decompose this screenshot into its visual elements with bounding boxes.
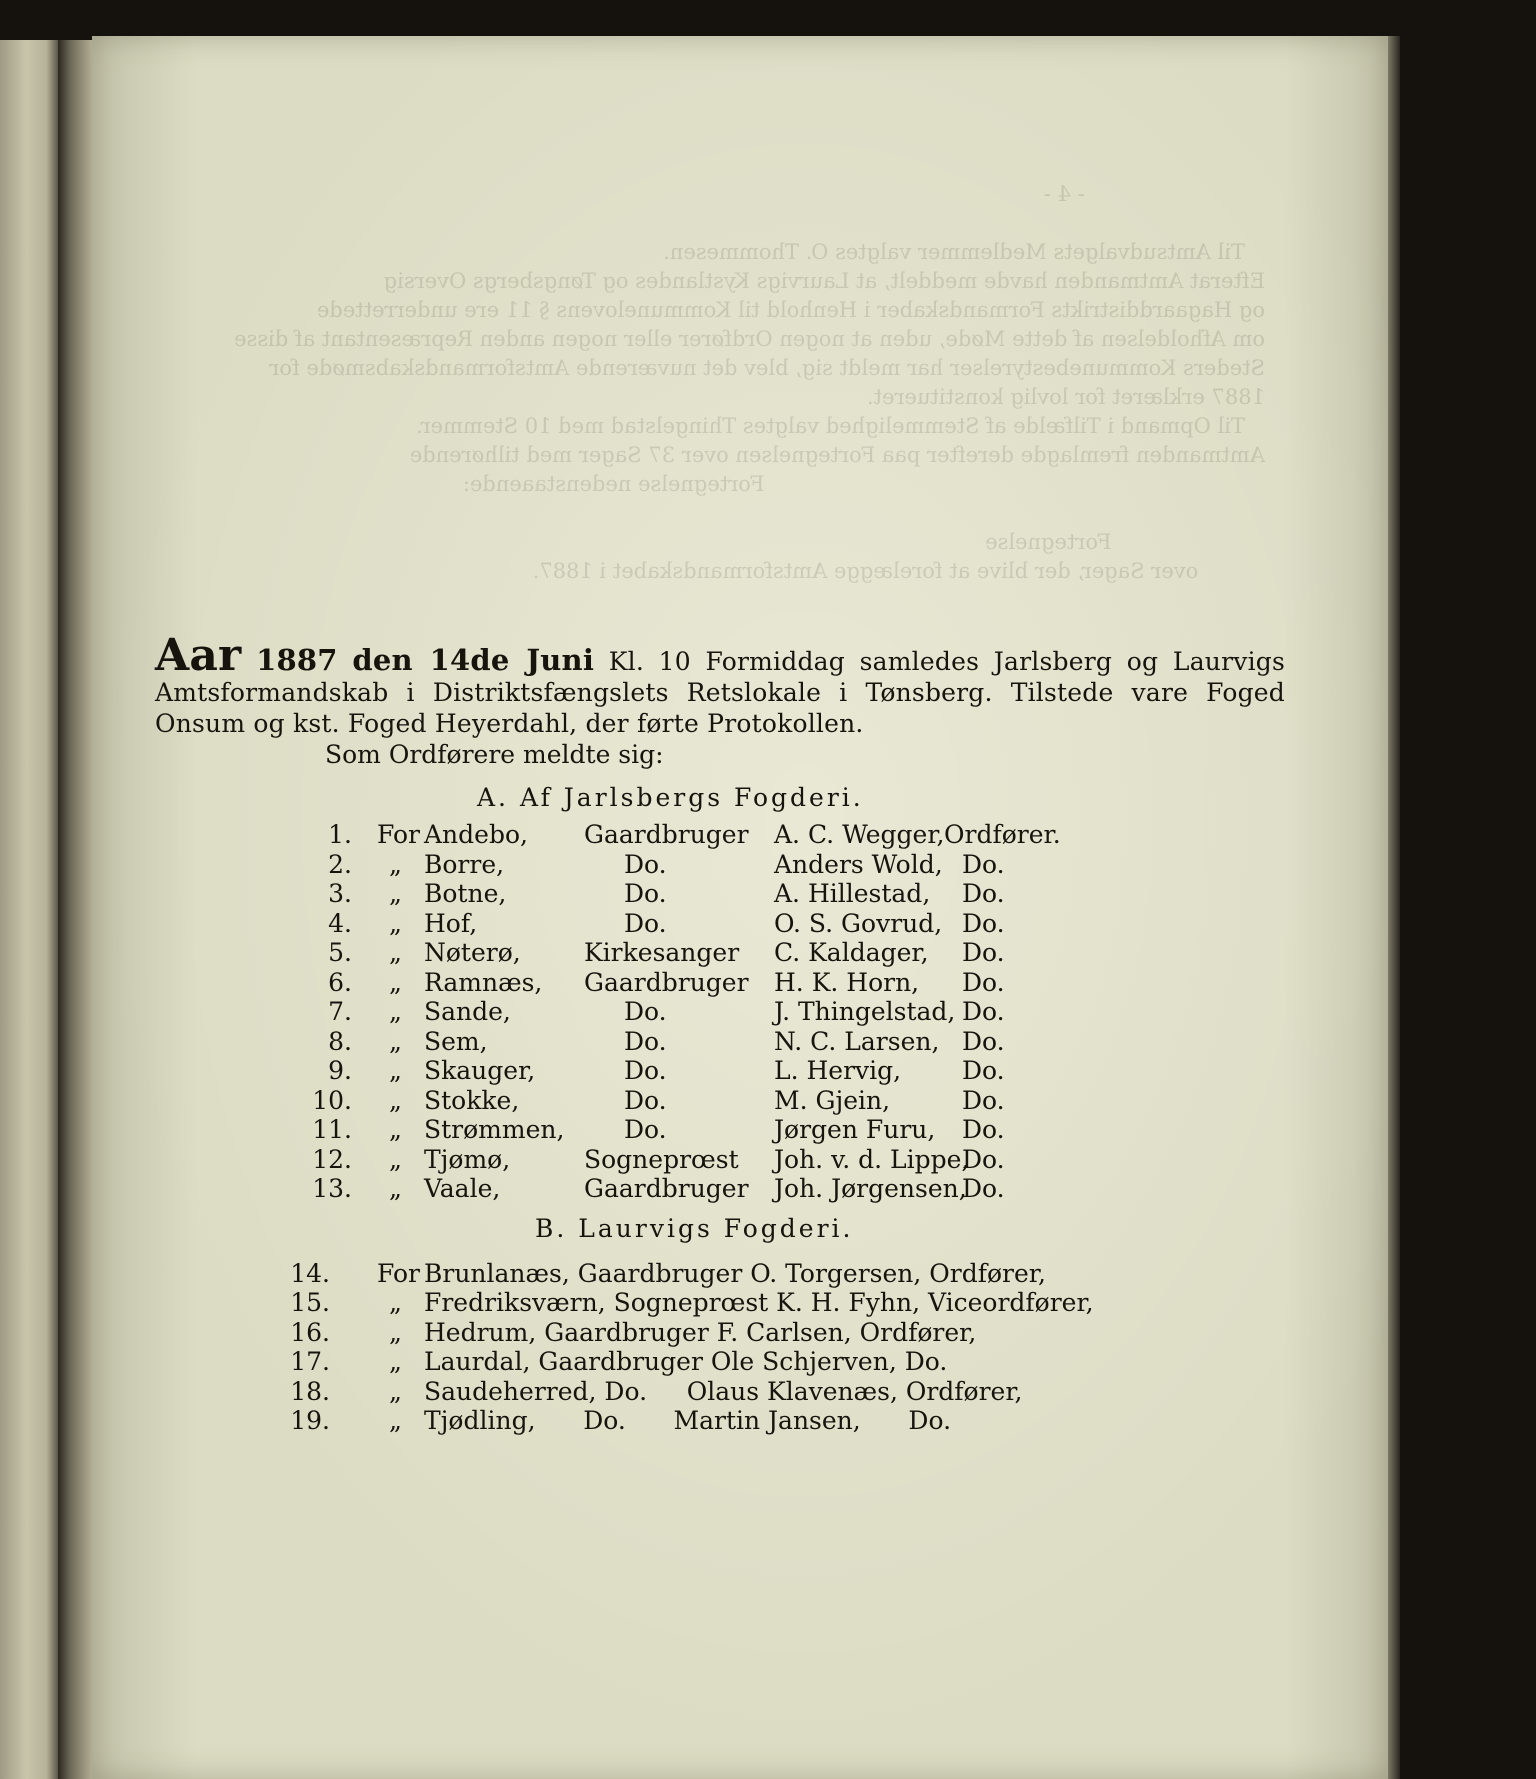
- item-role: Do.: [962, 1174, 1005, 1203]
- section-b-letter: B.: [535, 1213, 568, 1243]
- book-gutter: [58, 40, 92, 1779]
- list-item: [155, 1346, 1285, 1376]
- item-place: Tjømø,: [424, 1144, 511, 1174]
- list-item: [155, 1405, 1285, 1435]
- item-marker: „: [389, 938, 402, 967]
- item-marker: „: [389, 1115, 402, 1144]
- item-marker: „: [389, 849, 402, 879]
- item-number: 1.: [328, 820, 352, 849]
- item-role: Do.: [962, 1085, 1005, 1115]
- item-occupation: Do.: [624, 1056, 667, 1085]
- item-number: 3.: [328, 879, 352, 908]
- list-item: [155, 908, 1285, 938]
- item-occupation: Do.: [624, 1026, 667, 1056]
- item-occupation: Gaardbruger: [584, 967, 749, 997]
- item-number: 2.: [328, 849, 352, 879]
- item-marker: For: [377, 1258, 420, 1288]
- item-text: Laurdal, Gaardbruger Ole Schjerven, Do.: [424, 1347, 948, 1376]
- item-name: L. Hervig,: [774, 1056, 902, 1085]
- item-text: Tjødling, Do. Martin Jansen, Do.: [424, 1406, 952, 1435]
- opening-line-2: Laurvigs Amtsformandskab i Distriktsfængslets Retslokale i Tønsberg. Tilstede vare Foged: [155, 647, 1286, 707]
- item-number: 18.: [290, 1376, 330, 1406]
- item-marker: „: [389, 967, 402, 997]
- item-number: 7.: [328, 997, 352, 1026]
- lead-date: den 14de Juni: [352, 643, 595, 677]
- item-number: 6.: [328, 967, 352, 997]
- ordforere-intro: Som Ordførere meldte sig:: [325, 740, 664, 769]
- item-text: Hedrum, Gaardbruger F. Carlsen, Ordfører,: [424, 1317, 977, 1347]
- item-number: 8.: [328, 1026, 352, 1056]
- item-role: Do.: [962, 1144, 1005, 1174]
- item-occupation: Do.: [624, 1085, 667, 1115]
- item-marker: „: [389, 1144, 402, 1174]
- item-occupation: Kirkesanger: [584, 938, 740, 967]
- lead-word: Aar: [155, 630, 242, 681]
- item-marker: „: [389, 997, 402, 1026]
- item-marker: „: [389, 1347, 402, 1376]
- item-number: 11.: [312, 1115, 352, 1144]
- item-marker: „: [389, 1406, 402, 1435]
- item-place: Nøterø,: [424, 938, 521, 967]
- item-place: Ramnæs,: [424, 967, 543, 997]
- item-number: 10.: [312, 1085, 352, 1115]
- item-occupation: Gaardbruger: [584, 820, 749, 849]
- section-a-heading: [155, 782, 1285, 813]
- item-number: 13.: [312, 1174, 352, 1203]
- item-role: Do.: [962, 1026, 1005, 1056]
- item-number: 9.: [328, 1056, 352, 1085]
- list-item: [155, 1287, 1285, 1317]
- item-marker: „: [389, 1174, 402, 1203]
- list-item: [155, 1376, 1285, 1406]
- item-place: Strømmen,: [424, 1115, 565, 1144]
- body-text: [155, 630, 1286, 1435]
- item-number: 19.: [290, 1406, 330, 1435]
- item-role: Do.: [962, 1115, 1005, 1144]
- section-b-title: Laurvigs Fogderi.: [578, 1213, 854, 1243]
- list-item: [155, 967, 1285, 997]
- right-page-edge: [1388, 36, 1400, 1779]
- item-number: 12.: [312, 1144, 352, 1174]
- item-number: 16.: [290, 1317, 330, 1347]
- item-name: A. C. Wegger,: [774, 820, 945, 849]
- item-name: Joh. Jørgensen,: [774, 1174, 967, 1203]
- item-marker: „: [389, 1026, 402, 1056]
- item-marker: „: [389, 1288, 402, 1317]
- item-place: Hof,: [424, 908, 478, 938]
- section-b-list: [155, 1258, 1285, 1435]
- item-marker: „: [389, 908, 402, 938]
- item-role: Do.: [962, 849, 1005, 879]
- item-number: 5.: [328, 938, 352, 967]
- list-item: [155, 1114, 1285, 1144]
- list-item: [155, 849, 1285, 879]
- section-a-list: [155, 819, 1285, 1203]
- list-item: [155, 1258, 1285, 1288]
- item-marker: „: [389, 1376, 402, 1406]
- item-name: O. S. Govrud,: [774, 908, 943, 938]
- list-item: [155, 878, 1285, 908]
- item-role: Do.: [962, 1056, 1005, 1085]
- item-name: Jørgen Furu,: [774, 1115, 936, 1144]
- list-item: [155, 996, 1285, 1026]
- item-name: Joh. v. d. Lippe,: [774, 1144, 970, 1174]
- item-number: 17.: [290, 1347, 330, 1376]
- item-text: Fredriksværn, Sogneprœst K. H. Fyhn, Viceordfører,: [424, 1288, 1094, 1317]
- item-name: N. C. Larsen,: [774, 1026, 940, 1056]
- item-occupation: Do.: [624, 879, 667, 908]
- section-a-title: Af Jarlsbergs Fogderi.: [519, 783, 864, 812]
- item-role: Ordfører.: [944, 820, 1061, 849]
- item-occupation: Gaardbruger: [584, 1174, 749, 1203]
- item-place: Sem,: [424, 1026, 488, 1056]
- opening-line-1: Kl. 10 Formiddag samledes Jarlsberg og: [608, 647, 1159, 676]
- left-page-edge: [0, 40, 58, 1779]
- item-place: Stokke,: [424, 1085, 520, 1115]
- item-occupation: Do.: [624, 849, 667, 879]
- item-occupation: Sogneprœst: [584, 1144, 739, 1174]
- item-place: Borre,: [424, 849, 505, 879]
- list-item: [155, 1085, 1285, 1115]
- opening-paragraph: [155, 630, 1286, 739]
- item-place: Vaale,: [424, 1174, 501, 1203]
- item-place: Botne,: [424, 879, 507, 908]
- item-occupation: Do.: [624, 1115, 667, 1144]
- item-role: Do.: [962, 967, 1005, 997]
- item-name: Anders Wold,: [774, 849, 943, 879]
- lead-year: 1887: [256, 643, 338, 677]
- list-item: [155, 819, 1285, 849]
- list-item: [155, 1026, 1285, 1056]
- list-item: [155, 1055, 1285, 1085]
- item-occupation: Do.: [624, 908, 667, 938]
- item-number: 14.: [290, 1258, 330, 1288]
- item-role: Do.: [962, 908, 1005, 938]
- item-number: 4.: [328, 908, 352, 938]
- item-number: 15.: [290, 1288, 330, 1317]
- list-item: [155, 1317, 1285, 1347]
- item-text: Saudeherred, Do. Olaus Klavenæs, Ordfører,: [424, 1376, 1023, 1406]
- item-name: C. Kaldager,: [774, 938, 929, 967]
- item-place: Sande,: [424, 997, 511, 1026]
- item-text: Brunlanæs, Gaardbruger O. Torgersen, Ordfører,: [424, 1258, 1046, 1288]
- item-role: Do.: [962, 997, 1005, 1026]
- item-marker: „: [389, 1085, 402, 1115]
- list-item: [155, 937, 1285, 967]
- item-name: H. K. Horn,: [774, 967, 920, 997]
- list-item: [155, 1173, 1285, 1203]
- item-marker: „: [389, 879, 402, 908]
- item-name: M. Gjein,: [774, 1085, 891, 1115]
- item-marker: „: [389, 1056, 402, 1085]
- item-place: Andebo,: [424, 820, 528, 849]
- list-item: [155, 1144, 1285, 1174]
- section-a-letter: A.: [477, 783, 510, 812]
- item-role: Do.: [962, 879, 1005, 908]
- item-place: Skauger,: [424, 1056, 536, 1085]
- section-b-heading: [155, 1213, 1285, 1244]
- item-occupation: Do.: [624, 997, 667, 1026]
- item-marker: For: [377, 820, 420, 849]
- item-name: A. Hillestad,: [774, 879, 931, 908]
- item-role: Do.: [962, 938, 1005, 967]
- opening-line-3: Onsum og kst. Foged Heyerdahl, der førte Protokollen.: [155, 709, 864, 738]
- item-marker: „: [389, 1317, 402, 1347]
- item-name: J. Thingelstad,: [774, 997, 956, 1026]
